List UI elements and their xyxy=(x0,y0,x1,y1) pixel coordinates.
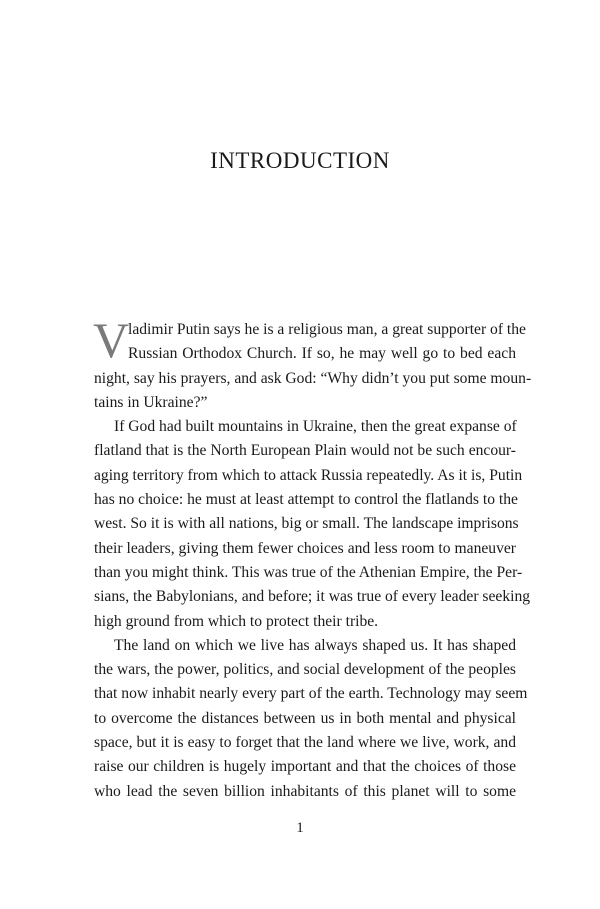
text-line: ladimir Putin says he is a religious man, a great supporter of the xyxy=(128,321,526,338)
text-line: flatland that is the North European Plain would not be such encour- xyxy=(94,442,516,460)
text-line: raise our children is hugely important and that the choices of those xyxy=(94,758,516,776)
text-line: space, but it is easy to forget that the land where we live, work, and xyxy=(94,734,516,752)
text-line: sians, the Babylonians, and before; it was true of every leader seeking xyxy=(94,588,531,606)
text-line: Russian Orthodox Church. If so, he may well go to bed each xyxy=(128,345,516,363)
text-line: tains in Ukraine?” xyxy=(94,393,208,411)
text-line: to overcome the distances between us in both mental and physical xyxy=(94,709,516,727)
text-line: than you might think. This was true of the Athenian Empire, the Per- xyxy=(94,563,523,581)
text-line: has no choice: he must at least attempt to control the flatlands to the xyxy=(94,491,518,509)
body-text xyxy=(93,312,532,804)
text-line: that now inhabit nearly every part of the earth. Technology may seem xyxy=(94,685,528,703)
text-line: aging territory from which to attack Russia repeatedly. As it is, Putin xyxy=(94,466,523,484)
drop-cap: V xyxy=(93,312,130,368)
text-line: west. So it is with all nations, big or small. The landscape imprisons xyxy=(94,515,519,533)
text-line: their leaders, giving them fewer choices and less room to maneuver xyxy=(94,539,516,557)
page-number: 1 xyxy=(296,820,304,836)
text-line: high ground from which to protect their tribe. xyxy=(94,612,379,630)
text-line: the wars, the power, politics, and social development of the peoples xyxy=(94,661,516,679)
text-line: who lead the seven billion inhabitants of this planet will to some xyxy=(94,782,516,800)
text-line: night, say his prayers, and ask God: “Why didn’t you put some moun- xyxy=(94,369,532,387)
text-line: If God had built mountains in Ukraine, then the great expanse of xyxy=(114,418,517,436)
text-line: The land on which we live has always shaped us. It has shaped xyxy=(114,636,516,654)
chapter-title: INTRODUCTION xyxy=(210,148,390,173)
